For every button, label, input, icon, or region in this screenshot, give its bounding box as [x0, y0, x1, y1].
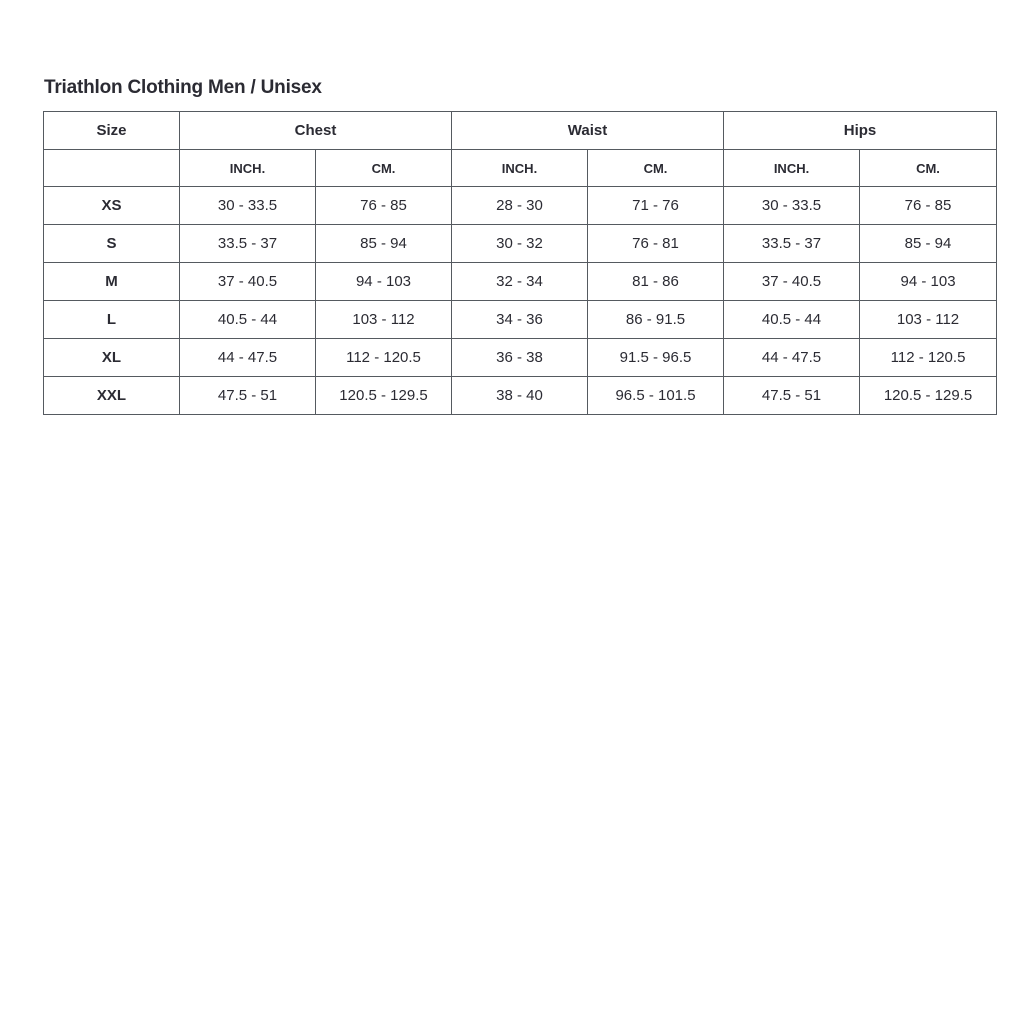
chest-group-header: Chest — [180, 112, 452, 150]
waist-cm-cell: 81 - 86 — [588, 263, 724, 301]
hips-cm-cell: 103 - 112 — [860, 301, 997, 339]
chest-inch-cell: 47.5 - 51 — [180, 377, 316, 415]
size-cell: S — [44, 225, 180, 263]
waist-cm-cell: 71 - 76 — [588, 187, 724, 225]
chest-inch-cell: 30 - 33.5 — [180, 187, 316, 225]
waist-cm-cell: 96.5 - 101.5 — [588, 377, 724, 415]
size-chart-table — [43, 111, 997, 415]
hips-cm-cell: 120.5 - 129.5 — [860, 377, 997, 415]
table-row — [44, 225, 997, 263]
chest-cm-cell: 103 - 112 — [316, 301, 452, 339]
waist-inch-cell: 28 - 30 — [452, 187, 588, 225]
hips-group-header: Hips — [724, 112, 997, 150]
hips-cm-cell: 112 - 120.5 — [860, 339, 997, 377]
waist-cm-header: CM. — [588, 150, 724, 187]
chest-inch-cell: 33.5 - 37 — [180, 225, 316, 263]
hips-inch-cell: 37 - 40.5 — [724, 263, 860, 301]
chest-cm-cell: 120.5 - 129.5 — [316, 377, 452, 415]
chest-cm-cell: 94 - 103 — [316, 263, 452, 301]
hips-inch-cell: 44 - 47.5 — [724, 339, 860, 377]
waist-inch-cell: 38 - 40 — [452, 377, 588, 415]
waist-inch-cell: 30 - 32 — [452, 225, 588, 263]
table-row — [44, 187, 997, 225]
page-title: Triathlon Clothing Men / Unisex — [44, 77, 322, 98]
size-cell: XS — [44, 187, 180, 225]
waist-inch-cell: 36 - 38 — [452, 339, 588, 377]
hips-inch-cell: 33.5 - 37 — [724, 225, 860, 263]
table-row — [44, 301, 997, 339]
hips-cm-cell: 94 - 103 — [860, 263, 997, 301]
waist-inch-cell: 34 - 36 — [452, 301, 588, 339]
size-cell: XL — [44, 339, 180, 377]
table-row — [44, 339, 997, 377]
hips-inch-cell: 30 - 33.5 — [724, 187, 860, 225]
chest-cm-cell: 85 - 94 — [316, 225, 452, 263]
hips-cm-cell: 76 - 85 — [860, 187, 997, 225]
table-row — [44, 377, 997, 415]
unit-header-row — [44, 150, 997, 187]
hips-inch-header: INCH. — [724, 150, 860, 187]
chest-inch-cell: 44 - 47.5 — [180, 339, 316, 377]
chest-cm-cell: 112 - 120.5 — [316, 339, 452, 377]
hips-cm-cell: 85 - 94 — [860, 225, 997, 263]
hips-cm-header: CM. — [860, 150, 997, 187]
waist-cm-cell: 76 - 81 — [588, 225, 724, 263]
chest-cm-header: CM. — [316, 150, 452, 187]
chest-cm-cell: 76 - 85 — [316, 187, 452, 225]
group-header-row — [44, 112, 997, 150]
hips-inch-cell: 40.5 - 44 — [724, 301, 860, 339]
hips-inch-cell: 47.5 - 51 — [724, 377, 860, 415]
chest-inch-cell: 37 - 40.5 — [180, 263, 316, 301]
size-cell: L — [44, 301, 180, 339]
chest-inch-header: INCH. — [180, 150, 316, 187]
empty-unit-cell — [44, 150, 180, 187]
table-row — [44, 263, 997, 301]
size-column-header: Size — [44, 112, 180, 150]
waist-inch-cell: 32 - 34 — [452, 263, 588, 301]
waist-cm-cell: 91.5 - 96.5 — [588, 339, 724, 377]
chest-inch-cell: 40.5 - 44 — [180, 301, 316, 339]
waist-cm-cell: 86 - 91.5 — [588, 301, 724, 339]
size-cell: XXL — [44, 377, 180, 415]
waist-group-header: Waist — [452, 112, 724, 150]
size-cell: M — [44, 263, 180, 301]
waist-inch-header: INCH. — [452, 150, 588, 187]
